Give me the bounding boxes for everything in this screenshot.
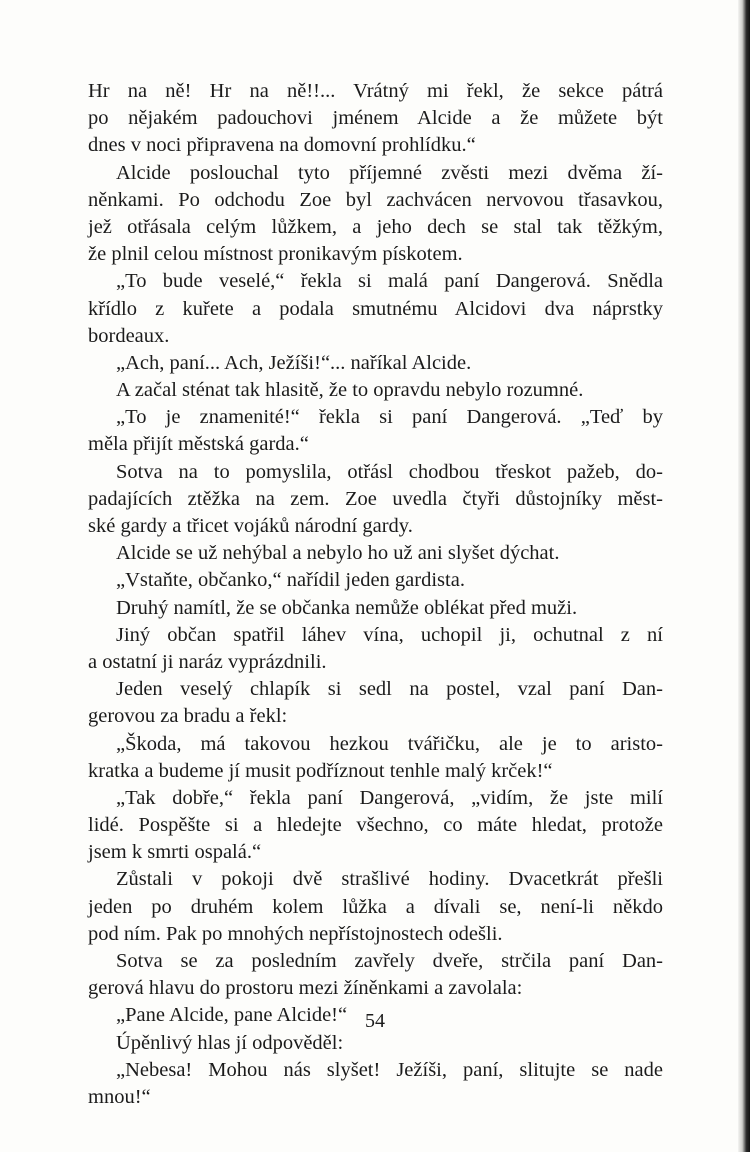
text-line: jeden po druhém kolem lůžka a dívali se, není-li někdo <box>88 895 663 918</box>
text-line: křídlo z kuřete a podala smutnému Alcidovi dva náprstky <box>88 297 663 320</box>
text-line: A začal sténat tak hlasitě, že to opravdu nebylo rozumné. <box>116 379 584 402</box>
text-line: gerová hlavu do prostoru mezi žíněnkami a zavolala: <box>88 977 523 1000</box>
page-edge-shadow <box>738 0 750 1152</box>
text-line: ské gardy a třicet vojáků národní gardy. <box>88 515 413 537</box>
text-line: a ostatní ji naráz vyprázdnili. <box>88 650 327 673</box>
text-line: že plnil celou místnost pronikavým pískotem. <box>88 243 463 266</box>
text-line: Druhý namítl, že se občanka nemůže oblékat před muži. <box>116 596 578 619</box>
text-line: jež otřásala celým lůžkem, a jeho dech se stal tak těžkým, <box>88 215 663 238</box>
text-line: Hr na ně! Hr na ně!!... Vrátný mi řekl, že sekce pátrá <box>88 80 663 102</box>
text-line: „Pane Alcide, pane Alcide!“ <box>116 1004 348 1027</box>
text-line: kratka a budeme jí musit podříznout tenhle malý krček!“ <box>88 759 553 782</box>
text-line: Úpěnlivý hlas jí odpověděl: <box>116 1031 344 1054</box>
text-line: Zůstali v pokoji dvě strašlivé hodiny. Dvacetkrát přešli <box>116 868 663 891</box>
text-line: Sotva na to pomyslila, otřásl chodbou třeskot pažeb, do- <box>116 460 663 483</box>
text-line: padajících ztěžka na zem. Zoe uvedla čtyři důstojníky měst- <box>88 487 663 510</box>
text-line: lidé. Pospěšte si a hledejte všechno, co máte hledat, protože <box>88 814 663 837</box>
text-line: gerovou za bradu a řekl: <box>88 705 288 728</box>
text-line: jsem k smrti ospalá.“ <box>88 841 262 864</box>
text-line: Sotva se za posledním zavřely dveře, strčila paní Dan- <box>116 950 663 972</box>
text-line: „Vstaňte, občanko,“ nařídil jeden gardista. <box>116 569 465 592</box>
text-line: „To bude veselé,“ řekla si malá paní Dangerová. Snědla <box>116 270 663 293</box>
text-line: „Ach, paní... Ach, Ježíši!“... naříkal Alcide. <box>116 351 472 374</box>
text-line: „Škoda, má takovou hezkou tvářičku, ale je to aristo- <box>116 732 663 755</box>
text-line: dnes v noci připravena na domovní prohlídku.“ <box>88 134 476 157</box>
text-line: „Nebesa! Mohou nás slyšet! Ježíši, paní, slitujte se nade <box>116 1058 663 1081</box>
text-line: mnou!“ <box>88 1085 151 1108</box>
body-text <box>88 78 663 1111</box>
text-line: pod ním. Pak po mnohých nepřístojnostech odešli. <box>88 922 503 945</box>
text-line: bordeaux. <box>88 324 170 347</box>
text-line: „Tak dobře,“ řekla paní Dangerová, „vidím, že jste milí <box>116 786 663 809</box>
text-line: po nějakém padouchovi jménem Alcide a že můžete být <box>88 107 663 130</box>
text-line: Alcide poslouchal tyto příjemné zvěsti mezi dvěma ží- <box>116 161 663 184</box>
text-line: Jiný občan spatřil láhev vína, uchopil ji, ochutnal z ní <box>116 623 663 646</box>
page-number: 54 <box>365 1010 385 1032</box>
text-line: něnkami. Po odchodu Zoe byl zachvácen nervovou třasavkou, <box>88 188 663 211</box>
text-line: měla přijít městská garda.“ <box>88 433 309 456</box>
text-line: Alcide se už nehýbal a nebylo ho už ani slyšet dýchat. <box>116 542 560 565</box>
text-line: Jeden veselý chlapík si sedl na postel, vzal paní Dan- <box>116 678 663 701</box>
text-line: „To je znamenité!“ řekla si paní Dangerová. „Teď by <box>116 406 663 429</box>
